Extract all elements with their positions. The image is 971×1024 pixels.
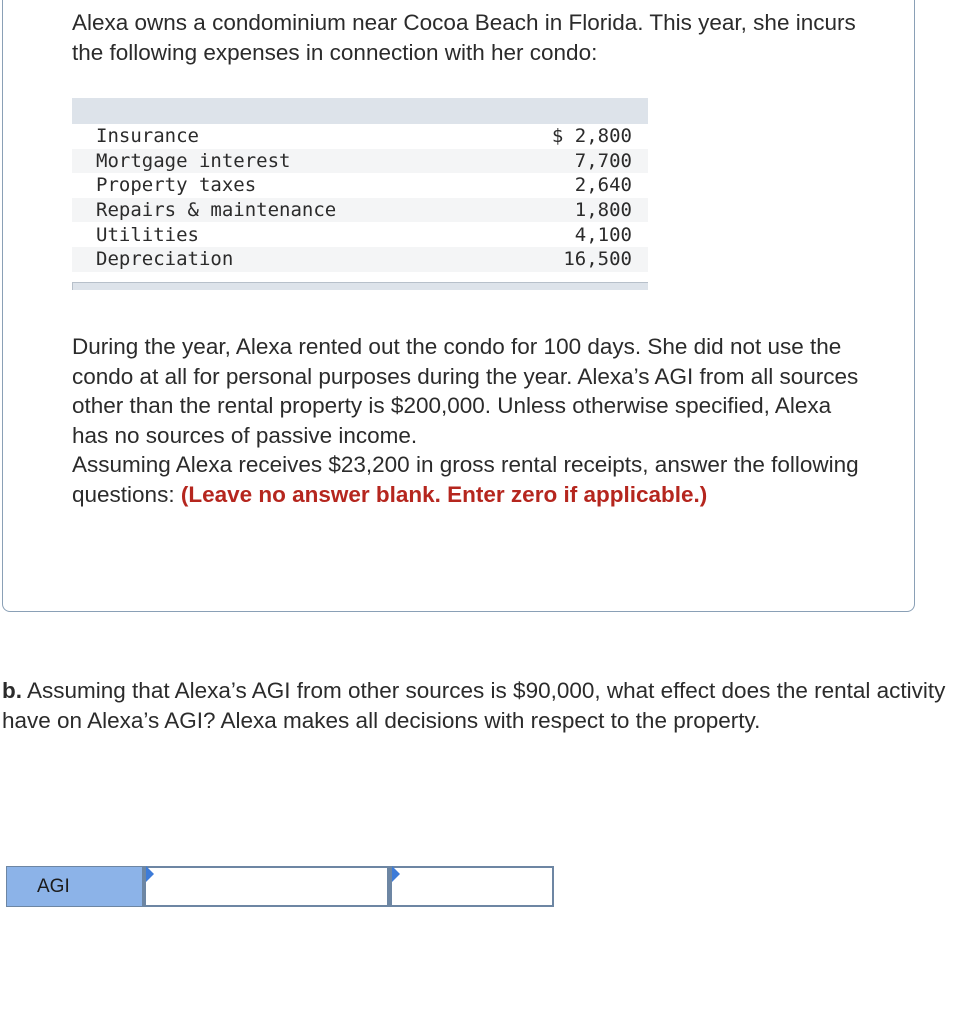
question-body [72,332,862,509]
table-row [72,222,648,247]
expense-table [72,98,648,292]
expense-amount: $ 2,800 [551,125,632,148]
part-b-text: Assuming that Alexa’s AGI from other sources is $90,000, what effect does the rental activity have on Alexa’s AGI? Alexa makes all decisions with respect to the property. [2,678,946,733]
table-row [72,149,648,174]
question-details: During the year, Alexa rented out the condo for 100 days. She did not use the condo at all for personal purposes during the year. Alexa’s AGI from all sources other than the rental property is $200,000. Unless otherwise specified, Alexa has no sources of passive income. [72,334,859,448]
answer-cell-1 [143,866,389,907]
expense-label: Mortgage interest [96,149,291,172]
part-b-question [2,676,962,736]
expense-label: Utilities [96,223,199,246]
answer-instruction: (Leave no answer blank. Enter zero if applicable.) [180,481,708,507]
agi-label: AGI [6,866,143,907]
part-b-prefix: b. [2,678,22,703]
answer-cell-2 [389,866,554,907]
agi-amount-input[interactable] [392,868,552,905]
expense-amount: 16,500 [563,248,632,271]
expense-rows [72,124,648,272]
table-row [72,247,648,272]
table-row [72,173,648,198]
expense-amount: 4,100 [574,223,632,246]
expense-label: Insurance [96,125,199,148]
expense-amount: 7,700 [574,149,632,172]
expense-label: Depreciation [96,248,234,271]
answer-row [6,866,554,907]
expense-label: Property taxes [96,174,257,197]
expense-label: Repairs & maintenance [96,199,337,222]
agi-effect-dropdown[interactable] [146,868,387,905]
expense-amount: 1,800 [574,199,632,222]
expense-amount: 2,640 [574,174,632,197]
table-row [72,124,648,149]
table-header [72,98,648,124]
table-row [72,198,648,223]
table-footer [72,282,648,290]
dropdown-marker-icon [146,866,154,882]
question-panel [2,0,915,612]
dropdown-marker-icon [392,866,400,882]
question-assumption: Assuming Alexa receives $23,200 in gross rental receipts, answer the following questions: [72,452,859,507]
question-intro: Alexa owns a condominium near Cocoa Beach in Florida. This year, she incurs the following expenses in connection with her condo: [72,10,856,65]
